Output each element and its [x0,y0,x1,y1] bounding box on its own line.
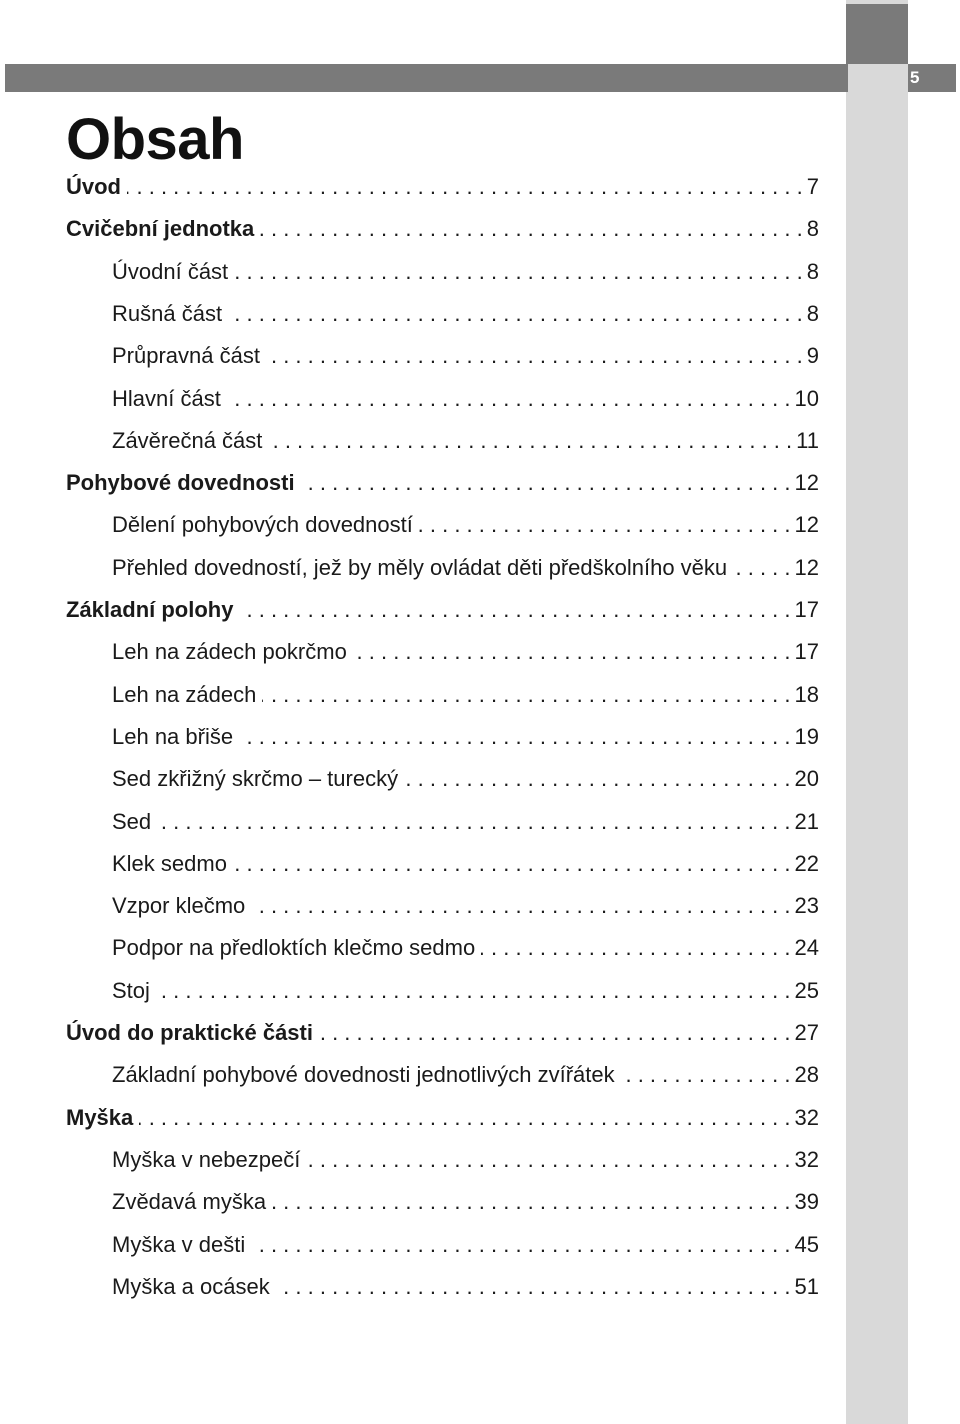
toc-entry-label: Cvičební jednotka [66,216,255,242]
toc-dot-leader [260,216,802,242]
toc-dot-leader [268,428,792,454]
toc-dot-leader [733,555,790,581]
toc-subsection-entry [112,716,819,758]
toc-subsection-entry [112,970,819,1012]
toc-entry-page-number: 32 [794,1146,819,1172]
toc-dot-leader [353,639,791,665]
toc-dot-leader [239,597,790,623]
toc-entry-page-number: 19 [794,723,819,749]
toc-entry-page-number: 27 [794,1020,819,1045]
toc-dot-leader [228,301,803,327]
toc-entry-page-number: 51 [794,1273,819,1299]
toc-subsection-entry [112,631,819,673]
toc-section-entry [66,208,819,250]
toc-dot-leader [139,1105,790,1131]
toc-dot-leader [621,1062,791,1088]
toc-entry-label: Základní pohybové dovednosti jednotlivých zvířátek [112,1062,615,1088]
toc-section-entry [66,166,819,208]
toc-dot-leader [127,174,803,200]
toc-entry-label: Sed zkřižný skrčmo – turecký [112,766,399,792]
toc-entry-page-number: 39 [794,1189,819,1215]
toc-dot-leader [233,851,791,877]
toc-entry-label: Základní polohy [66,597,234,622]
toc-entry-label: Leh na zádech [112,681,257,707]
toc-subsection-entry [112,293,819,335]
toc-subsection-entry [112,547,819,589]
toc-subsection-entry [112,1054,819,1096]
toc-section-entry [66,589,819,631]
toc-entry-page-number: 9 [806,343,819,369]
toc-dot-leader [306,1147,790,1173]
toc-entry-page-number: 12 [794,470,819,496]
side-tab-top [846,4,908,64]
toc-entry-label: Hlavní část [112,385,221,411]
toc-entry-label: Úvodní část [112,258,229,284]
toc-entry-page-number: 24 [794,935,819,961]
toc-entry-label: Úvod do praktické části [66,1020,313,1045]
toc-entry-label: Podpor na předloktích klečmo sedmo [112,935,476,961]
toc-entry-label: Sed [112,808,152,834]
toc-entry-page-number: 7 [806,174,819,199]
toc-entry-page-number: 18 [794,681,819,707]
toc-entry-label: Dělení pohybových dovedností [112,512,413,538]
toc-dot-leader [251,893,790,919]
toc-dot-leader [227,386,791,412]
toc-entry-page-number: 28 [794,1062,819,1088]
toc-dot-leader [319,1020,791,1046]
toc-section-entry [66,1012,819,1054]
toc-dot-leader [234,259,803,285]
toc-entry-page-number: 25 [794,977,819,1003]
toc-entry-page-number: 12 [794,512,819,538]
toc-dot-leader [272,1189,790,1215]
toc-subsection-entry [112,1139,819,1181]
toc-entry-label: Myška [66,1104,134,1130]
toc-dot-leader [301,470,791,496]
toc-entry-label: Pohybové dovednosti [66,470,295,496]
toc-subsection-entry [112,335,819,377]
toc-entry-page-number: 12 [794,554,819,580]
toc-section-entry [66,462,819,504]
header-bar [5,64,848,92]
toc-dot-leader [251,1232,790,1258]
toc-dot-leader [239,724,790,750]
toc-entry-label: Leh na zádech pokrčmo [112,639,347,665]
toc-subsection-entry [112,843,819,885]
toc-subsection-entry [112,801,819,843]
toc-entry-page-number: 11 [796,427,819,453]
toc-subsection-entry [112,1181,819,1223]
toc-subsection-entry [112,378,819,420]
toc-dot-leader [419,512,791,538]
toc-entry-page-number: 22 [794,850,819,876]
toc-section-entry [66,1097,819,1139]
toc-dot-leader [266,343,803,369]
toc-subsection-entry [112,758,819,800]
toc-subsection-entry [112,420,819,462]
toc-subsection-entry [112,927,819,969]
toc-entry-page-number: 21 [794,808,819,834]
side-margin-strip [846,0,908,1424]
toc-subsection-entry [112,504,819,546]
toc-entry-label: Myška a ocásek [112,1273,270,1299]
toc-entry-page-number: 23 [794,893,819,919]
toc-entry-label: Rušná část [112,300,223,326]
toc-dot-leader [157,809,790,835]
toc-entry-page-number: 17 [794,597,819,622]
toc-dot-leader [156,978,791,1004]
toc-subsection-entry [112,1266,819,1308]
toc-subsection-entry [112,251,819,293]
toc-entry-label: Zvědavá myška [112,1189,267,1215]
toc-entry-label: Závěrečná část [112,427,263,453]
toc-entry-label: Myška v nebezpečí [112,1146,301,1172]
toc-entry-label: Stoj [112,977,150,1003]
toc-entry-page-number: 45 [794,1231,819,1257]
toc-entry-label: Leh na břiše [112,723,234,749]
toc-subsection-entry [112,885,819,927]
toc-entry-label: Vzpor klečmo [112,893,246,919]
toc-dot-leader [404,766,790,792]
toc-dot-leader [262,682,790,708]
toc-entry-label: Úvod [66,174,121,199]
toc-entry-page-number: 32 [794,1104,819,1130]
toc-dot-leader [481,935,790,961]
toc-subsection-entry [112,1224,819,1266]
page-title: Obsah [66,107,244,172]
toc-subsection-entry [112,674,819,716]
toc-entry-label: Přehled dovedností, jež by měly ovládat děti předškolního věku [112,554,728,580]
toc-entry-page-number: 8 [806,258,819,284]
toc-entry-page-number: 20 [794,766,819,792]
toc-entry-page-number: 8 [806,300,819,326]
toc-entry-page-number: 17 [794,639,819,665]
toc-entry-page-number: 8 [806,216,819,242]
toc-entry-label: Průpravná část [112,343,260,369]
toc-dot-leader [276,1274,791,1300]
toc-entry-label: Klek sedmo [112,850,227,876]
toc-entry-page-number: 10 [794,385,819,411]
page-number: 5 [908,64,956,92]
toc-entry-label: Myška v dešti [112,1231,246,1257]
